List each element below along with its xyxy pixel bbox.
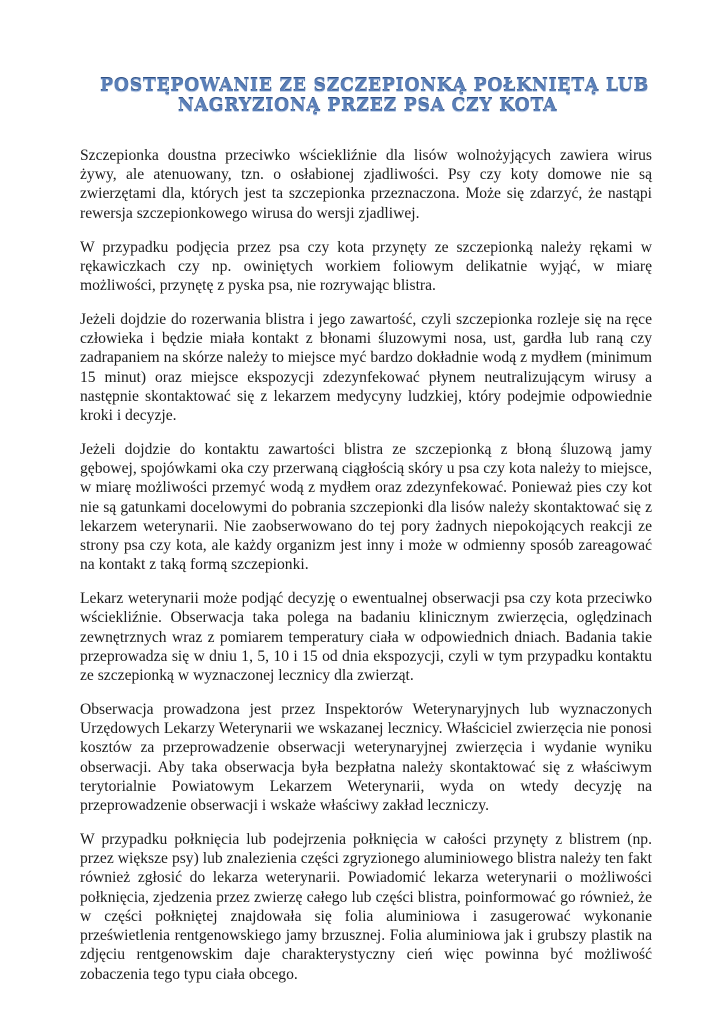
- paragraph-observation: Lekarz weterynarii może podjąć decyzję o ewentualnej obserwacji psa czy kota przeciwko wściekliźnie. Obserwacja taka polega na badaniu klinicznym zwierzęcia, oględzinach zewnętrznych wraz z pomiarem temperatury ciała w odpowiednich dniach. Badania takie przeprowadza się w dniu 1, 5, 10 i 15 od dnia ekspozycji, czyli w tym przypadku kontaktu ze szczepionką w wyznaczonej lecznicy dla zwierząt.: [80, 590, 652, 685]
- paragraph-swallowing: W przypadku połknięcia lub podejrzenia połknięcia w całości przynęty z blistrem (np. przez większe psy) lub znalezienia części zgryzionego aluminiowego blistra należy ten fakt również zgłosić do lekarza weterynarii. Powiadomić lekarza weterynarii o możliwości połknięcia, zjedzenia przez zwierzę całego lub części blistra, poinformować go również, że w części połkniętej znajdowała się folia aluminiowa i zasugerować wykonanie prześwietlenia rentgenowskiego jamy brzusznej. Folia aluminiowa jak i grubszy plastik na zdjęciu rentgenowskim daje charakterystyczny cień więc powinna być możliwość zobaczenia tego typu ciała obcego.: [80, 831, 652, 983]
- paragraph-observation-cost: Obserwacja prowadzona jest przez Inspektorów Weterynaryjnych lub wyznaczonych Urzędowych Lekarzy Weterynarii we wskazanej lecznicy. Właściciel zwierzęcia nie ponosi kosztów za przeprowadzenie obserwacji weterynaryjnej zwierzęcia i wydanie wyniku obserwacji. Aby taka obserwacja była bezpłatna należy skontaktować się z właściwym terytorialnie Powiatowym Lekarzem Weterynarii, wyda on wtedy decyzję na przeprowadzenie obserwacji i wskaże właściwy zakład leczniczy.: [80, 701, 652, 815]
- paragraph-animal-contact: Jeżeli dojdzie do kontaktu zawartości blistra ze szczepionką z błoną śluzową jamy gębowej, spojówkami oka czy przerwaną ciągłością skóry u psa czy kota należy to miejsce, w miarę możliwości przemyć wodą z mydłem oraz zdezynfekować. Ponieważ pies czy kot nie są gatunkami docelowymi do pobrania szczepionki dla lisów należy skontaktować się z lekarzem weterynarii. Nie zaobserwowano do tej pory żadnych niepokojących reakcji ze strony psa czy kota, ale każdy organizm jest inny i może w odmienny sposób zareagować na kontakt z taką formą szczepionki.: [80, 441, 652, 574]
- paragraph-removal: W przypadku podjęcia przez psa czy kota przynęty ze szczepionką należy rękami w rękawiczkach czy np. owiniętych workiem foliowym delikatnie wyjąć, w miarę możliwości, przynętę z pyska psa, nie rozrywając blistra.: [80, 238, 652, 295]
- paragraph-human-contact: Jeżeli dojdzie do rozerwania blistra i jego zawartość, czyli szczepionka rozleje się na ręce człowieka i będzie miała kontakt z błonami śluzowymi nosa, ust, gardła lub raną czy zadrapaniem na skórze należy to miejsce myć bardzo dokładnie wodą z mydłem (minimum 15 minut) oraz miejsce ekspozycji zdezynfekować płynem neutralizującym wirusy a następnie skontaktować się z lekarzem medycyny ludzkiej, który podejmie odpowiednie kroki i decyzje.: [80, 311, 652, 425]
- title-line-1: POSTĘPOWANIE ZE SZCZEPIONKĄ POŁKNIĘTĄ LUB: [100, 76, 649, 96]
- paragraph-intro: Szczepionka doustna przeciwko wściekliźnie dla lisów wolnożyjących zawiera wirus żywy, ale atenuowany, tzn. o osłabionej zjadliwości. Psy czy koty domowe nie są zwierzętami dla, których jest ta szczepionka przeznaczona. Może się zdarzyć, że nastąpi rewersja szczepionkowego wirusa do wersji zjadliwej.: [80, 147, 652, 222]
- document-title: [100, 76, 649, 116]
- title-line-2: NAGRYZIONĄ PRZEZ PSA CZY KOTA: [177, 96, 558, 116]
- document-body: [80, 146, 652, 999]
